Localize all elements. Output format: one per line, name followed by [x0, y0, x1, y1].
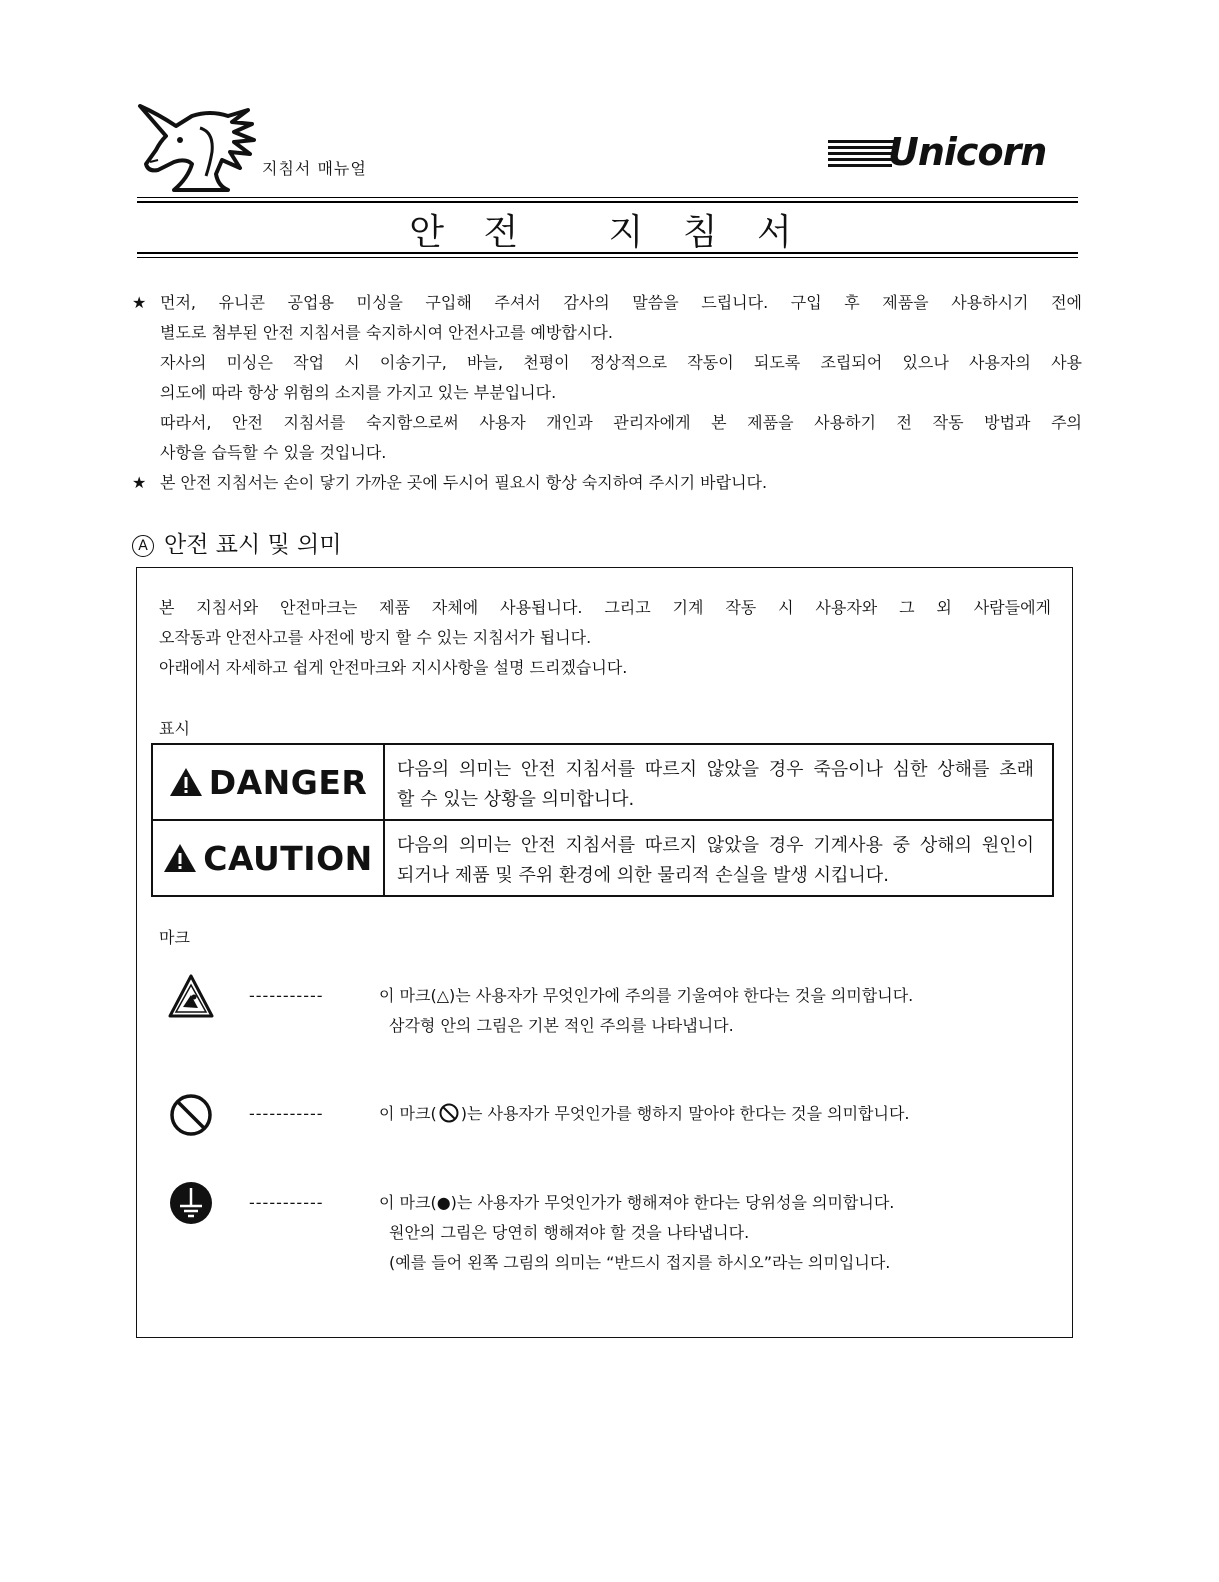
table-row	[152, 744, 1053, 820]
dash-leader: -----------	[249, 986, 324, 1005]
title-rule-bottom-1	[137, 252, 1078, 254]
unicorn-logo	[136, 102, 258, 194]
circled-letter: A	[132, 535, 154, 557]
mark-caution-text: ----------- 이 마크(△)는 사용자가 무엇인가에 주의를 기울여야 한다는 것을 의미합니다. 삼각형 안의 그림은 기본 적인 주의를 나타냅니다.	[249, 981, 1049, 1041]
intro-line: 별도로 첨부된 안전 지침서를 숙지하시여 안전사고를 예방합시다.	[160, 323, 613, 342]
intro-paragraph	[132, 288, 1082, 498]
warning-triangle-icon	[167, 973, 215, 1021]
warning-triangle-icon	[163, 843, 197, 873]
dash-leader: -----------	[249, 1104, 324, 1123]
signal-word-table	[151, 743, 1054, 897]
prohibition-icon	[438, 1102, 460, 1124]
intro-line: ★ 본 안전 지침서는 손이 닿기 가까운 곳에 두시어 필요시 항상 숙지하여 주시기 바랍니다.	[132, 468, 1082, 498]
section-heading: A 안전 표시 및 의미	[132, 526, 341, 559]
brand-wordmark: Unicorn	[888, 130, 1047, 174]
warning-triangle-icon	[169, 767, 203, 797]
title-rule-bottom-2	[137, 257, 1078, 258]
intro-line: 자사의 미싱은 작업 시 이송기구, 바늘, 천평이 정상적으로 작동이 되도록 조립되어 있으나 사용자의 사용	[160, 353, 1082, 372]
dash-leader: -----------	[249, 1193, 324, 1212]
box-paragraph: 본 지침서와 안전마크는 제품 자체에 사용됩니다. 그리고 기계 작동 시 사용자와 그 외 사람들에게 오작동과 안전사고를 사전에 방지 할 수 있는 지침서가 됩니다. 아래에서 자세하고 쉽게 안전마크와 지시사항을 설명 드리겠습니다.	[159, 598, 1051, 677]
prohibition-icon	[167, 1091, 215, 1139]
signals-label: 표시	[159, 719, 190, 738]
intro-line: 의도에 따라 항상 위험의 소지를 가지고 있는 부분입니다.	[160, 383, 557, 402]
ground-mandatory-icon	[167, 1179, 215, 1227]
danger-description: 다음의 의미는 안전 지침서를 따르지 않았을 경우 죽음이나 심한 상해를 초래 할 수 있는 상황을 의미합니다.	[384, 744, 1053, 820]
title-rule-top-2	[137, 201, 1078, 203]
manual-subtitle: 지침서 매뉴얼	[262, 159, 367, 178]
page-title: 안 전 지 침 서	[409, 212, 806, 253]
danger-signal: DANGER	[152, 744, 384, 820]
title-rule-top-1	[137, 197, 1078, 198]
mark-prohibition-text: ----------- 이 마크( )는 사용자가 무엇인가를 행하지 말아야 한다는 것을 의미합니다.	[249, 1099, 1049, 1129]
caution-signal: CAUTION	[152, 820, 384, 896]
star-bullet: ★	[132, 473, 147, 492]
mark-mandatory-text: ----------- 이 마크(●)는 사용자가 무엇인가가 행해져야 한다는 당위성을 의미합니다. 원안의 그림은 당연히 행해져야 할 것을 나타냅니다. (예를 들어 왼쪽 그림의 의미는 “반드시 접지를 하시오”라는 의미입니다.	[249, 1188, 1049, 1278]
safety-box	[136, 567, 1073, 1338]
brand-logo	[828, 130, 1070, 178]
intro-line: ★ 먼저, 유니콘 공업용 미싱을 구입해 주셔서 감사의 말씀을 드립니다. 구입 후 제품을 사용하시기 전에	[132, 288, 1082, 318]
table-row	[152, 820, 1053, 896]
intro-line: 따라서, 안전 지침서를 숙지함으로써 사용자 개인과 관리자에게 본 제품을 사용하기 전 작동 방법과 주의	[160, 413, 1082, 432]
caution-description: 다음의 의미는 안전 지침서를 따르지 않았을 경우 기계사용 중 상해의 원인이 되거나 제품 및 주위 환경에 의한 물리적 손실을 발생 시킵니다.	[384, 820, 1053, 896]
intro-line: 사항을 습득할 수 있을 것입니다.	[160, 443, 387, 462]
marks-label: 마크	[159, 928, 190, 947]
star-bullet: ★	[132, 293, 147, 312]
